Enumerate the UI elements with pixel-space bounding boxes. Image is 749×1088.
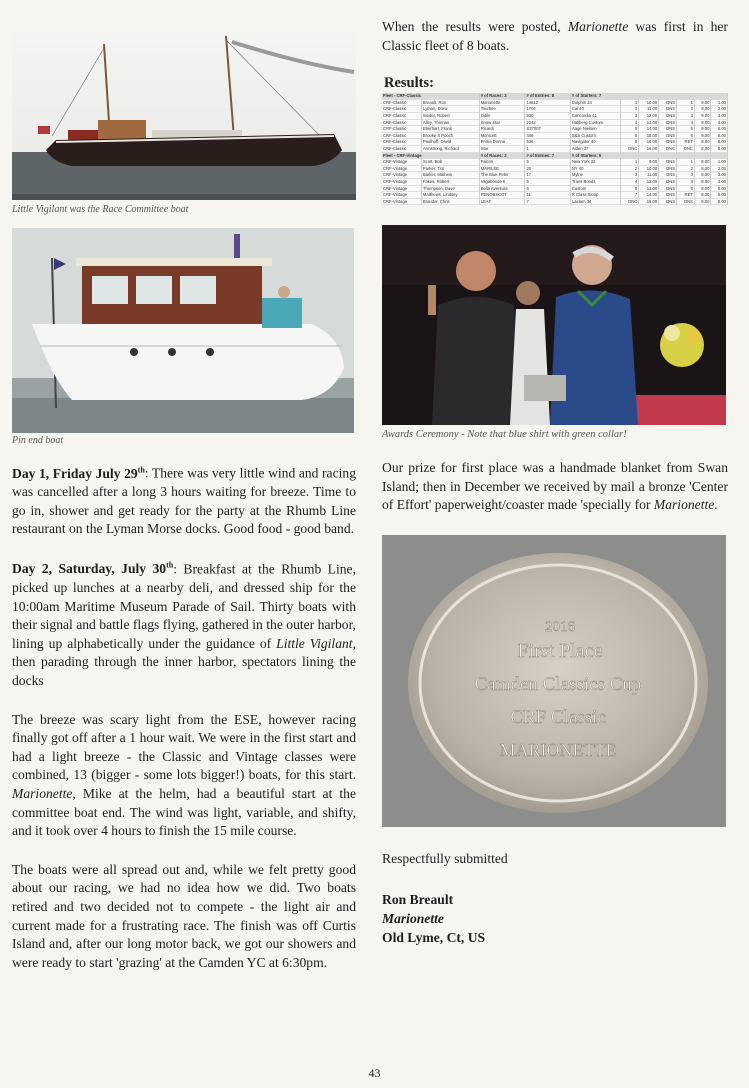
table-cell: Ricardi bbox=[479, 126, 525, 133]
table-cell: Marionette bbox=[479, 99, 525, 106]
table-row bbox=[382, 178, 728, 185]
table-cell: Sieder, Robert bbox=[421, 112, 479, 119]
table-row bbox=[382, 192, 728, 199]
table-cell: Alley, Thomas bbox=[421, 119, 479, 126]
table-cell: Mylne bbox=[570, 172, 621, 179]
table-cell: 11.00 bbox=[639, 106, 659, 113]
left-column bbox=[12, 34, 356, 972]
table-cell: Trans Bonds bbox=[570, 178, 621, 185]
photo-caption: Awards Ceremony - Note that blue shirt with green collar! bbox=[382, 429, 627, 441]
table-cell: Matthews, Lindsey bbox=[421, 192, 479, 199]
table-cell: 1 bbox=[525, 145, 570, 152]
table-cell: 8.00 bbox=[694, 159, 711, 166]
table-cell: 9.00 bbox=[694, 99, 711, 106]
table-cell: Thompson, Dave bbox=[421, 185, 479, 192]
table-cell: 13.00 bbox=[639, 185, 659, 192]
closing-line: Respectfully submitted bbox=[382, 851, 508, 867]
table-cell: S&S Custom bbox=[570, 132, 621, 139]
table-cell: 5.00 bbox=[711, 126, 728, 133]
table-cell: Star bbox=[479, 145, 525, 152]
table-cell: DNS bbox=[659, 106, 677, 113]
table-cell: 5 bbox=[621, 126, 639, 133]
table-cell: 9.00 bbox=[694, 106, 711, 113]
table-cell: Barker, Mathew bbox=[421, 172, 479, 179]
table-cell: CRF-Vintage bbox=[382, 192, 421, 199]
table-cell: 2.00 bbox=[711, 106, 728, 113]
awards-ceremony-photo bbox=[382, 225, 726, 425]
table-cell: PENOBSCOT bbox=[479, 192, 525, 199]
table-cell: 8.00 bbox=[694, 139, 711, 146]
table-cell: CRF-Vintage bbox=[382, 178, 421, 185]
table-cell: 9.00 bbox=[694, 119, 711, 126]
table-cell: DNS bbox=[659, 192, 677, 199]
table-cell: 10.00 bbox=[639, 99, 659, 106]
table-cell: The Blue Peter bbox=[479, 172, 525, 179]
table-cell: DNS bbox=[659, 132, 677, 139]
boat-name: Marionette bbox=[382, 911, 444, 927]
table-cell: Scott, Bob bbox=[421, 159, 479, 166]
table-cell: 16.00 bbox=[639, 145, 659, 152]
table-cell: CRF-Vintage bbox=[382, 172, 421, 179]
coaster-line2: Camden Classics Cup bbox=[474, 674, 642, 696]
table-cell: 2 bbox=[677, 106, 695, 113]
table-row bbox=[382, 185, 728, 192]
table-cell: 8.00 bbox=[694, 165, 711, 172]
fleet-header-cell: # of Starters: 7 bbox=[570, 93, 727, 99]
table-cell: 8.00 bbox=[711, 198, 728, 205]
photo-caption: Pin end boat bbox=[12, 435, 64, 446]
table-cell: DNS bbox=[659, 185, 677, 192]
pin-end-boat-photo bbox=[12, 228, 354, 433]
table-cell: Custom bbox=[570, 185, 621, 192]
table-row bbox=[382, 99, 728, 106]
table-cell: 1 bbox=[621, 99, 639, 106]
table-cell: 4 bbox=[677, 119, 695, 126]
table-cell: 9.00 bbox=[694, 132, 711, 139]
photo-caption: Little Vigilant was the Race Committee boat bbox=[12, 204, 189, 215]
table-cell: 4.00 bbox=[711, 119, 728, 126]
table-cell: CRF-Vintage bbox=[382, 165, 421, 172]
prize-paragraph: Our prize for first place was a handmade blanket from Swan Island; then in December we received by mail a bronze 'Center of Effort' paperweight/coaster made 'specially for Marionette. bbox=[382, 460, 728, 513]
table-cell: 7 bbox=[621, 192, 639, 199]
table-cell: DNS bbox=[659, 126, 677, 133]
table-cell: DNS bbox=[659, 139, 677, 146]
signature-block bbox=[382, 890, 728, 947]
table-cell: 10.00 bbox=[639, 165, 659, 172]
table-cell: Parker, Tim bbox=[421, 165, 479, 172]
table-cell: 1 bbox=[677, 99, 695, 106]
day2-paragraph: Day 2, Saturday, July 30th: Breakfast at the Rhumb Line, picked up lunches at a nearby deli, and dressed ship for the 10:00am Maritime Museum Parade of Sail. Thirty boats with their signal and battle flags flying, gathered in the outer harbor, lining up alphabetically under the guidance of Little Vigilant, then parading through the inner harbor, spectators lining the docks bbox=[12, 560, 356, 688]
table-cell: 8.00 bbox=[694, 198, 711, 205]
table-cell: 8.00 bbox=[711, 139, 728, 146]
table-cell: 5 bbox=[525, 178, 570, 185]
table-cell: 9.00 bbox=[694, 126, 711, 133]
table-cell: CRF-Classic bbox=[382, 132, 421, 139]
table-cell: DNS bbox=[659, 172, 677, 179]
table-cell: 1.00 bbox=[711, 99, 728, 106]
day1-paragraph: Day 1, Friday July 29th: There was very little wind and racing was cancelled after a long 3 hours waiting for breeze. Time to go in, shower and get ready for the party at the Rhumb Line restaurant on the Lyman Morse docks. Good food - good band. bbox=[12, 465, 356, 537]
table-cell: 2.00 bbox=[711, 165, 728, 172]
table-cell: 8.00 bbox=[694, 178, 711, 185]
table-row bbox=[382, 145, 728, 152]
table-cell: Brauder, Chris bbox=[421, 198, 479, 205]
table-cell: DNS bbox=[659, 112, 677, 119]
fleet-header-cell: Fleet - CRF-Classic bbox=[382, 93, 479, 99]
table-row bbox=[382, 132, 728, 139]
table-cell: 16.00 bbox=[639, 139, 659, 146]
table-cell: 8.00 bbox=[694, 145, 711, 152]
table-cell: Snow Star bbox=[479, 119, 525, 126]
table-cell: 8.00 bbox=[694, 192, 711, 199]
table-cell: 5 bbox=[525, 159, 570, 166]
table-cell: 5 bbox=[677, 126, 695, 133]
fleet-header-cell: # of Entries: 7 bbox=[525, 152, 570, 159]
table-cell: 14812 bbox=[525, 99, 570, 106]
table-cell: 8 bbox=[621, 139, 639, 146]
table-cell: 6.00 bbox=[711, 192, 728, 199]
table-cell: 14.00 bbox=[639, 192, 659, 199]
table-cell: 11 bbox=[525, 192, 570, 199]
table-cell: 1 bbox=[621, 159, 639, 166]
table-cell: Concordia 41 bbox=[570, 112, 621, 119]
table-cell: 15.00 bbox=[639, 132, 659, 139]
table-cell: CRF-Vintage bbox=[382, 198, 421, 205]
table-cell: 12.00 bbox=[639, 178, 659, 185]
table-cell: 2 bbox=[621, 165, 639, 172]
table-cell: LEAF bbox=[479, 198, 525, 205]
table-cell: CRF-Vintage bbox=[382, 185, 421, 192]
table-cell: 2 bbox=[677, 165, 695, 172]
table-cell: CRF-Classic bbox=[382, 112, 421, 119]
table-cell: 13.00 bbox=[639, 119, 659, 126]
coaster-line4: MARIONETTE bbox=[499, 740, 617, 761]
table-cell: DNS bbox=[659, 119, 677, 126]
table-cell: NY 40 bbox=[570, 165, 621, 172]
results-intro: When the results were posted, Marionette was first in her Classic fleet of 8 boats. bbox=[382, 19, 728, 53]
table-cell: 930 bbox=[525, 112, 570, 119]
table-cell: CRF-Classic bbox=[382, 119, 421, 126]
table-cell: CRF-Vintage bbox=[382, 159, 421, 166]
table-cell: Lyman, Drew bbox=[421, 106, 479, 113]
table-cell: Monicett bbox=[479, 132, 525, 139]
fleet-header-row bbox=[382, 152, 728, 159]
table-cell: 12.00 bbox=[639, 112, 659, 119]
table-cell: 536 bbox=[525, 139, 570, 146]
table-cell: 8.00 bbox=[694, 185, 711, 192]
table-cell: DNC bbox=[621, 145, 639, 152]
fleet-header-cell: # of Entries: 8 bbox=[525, 93, 570, 99]
table-cell: 3.00 bbox=[711, 172, 728, 179]
coaster-line3: CRF Classic bbox=[510, 707, 606, 729]
table-cell: CRF-Classic bbox=[382, 126, 421, 133]
table-cell: DNS bbox=[677, 198, 695, 205]
table-row bbox=[382, 172, 728, 179]
coaster-line1: First Place bbox=[517, 640, 603, 663]
table-cell: Alden 37 bbox=[570, 145, 621, 152]
table-cell: 3 bbox=[621, 112, 639, 119]
table-row bbox=[382, 159, 728, 166]
table-row bbox=[382, 106, 728, 113]
table-cell: 20 bbox=[525, 165, 570, 172]
race-committee-boat-photo bbox=[12, 34, 356, 200]
page-number: 43 bbox=[368, 1066, 381, 1080]
table-cell: 2 bbox=[621, 106, 639, 113]
table-cell: MARILEE bbox=[479, 165, 525, 172]
fleet-header-cell: # of Starters: 5 bbox=[570, 152, 727, 159]
author-name: Ron Breault bbox=[382, 892, 454, 908]
table-cell: Tourbee bbox=[479, 106, 525, 113]
table-cell: Vagabonde II bbox=[479, 178, 525, 185]
results-heading: Results: bbox=[384, 75, 434, 92]
right-column bbox=[382, 18, 728, 947]
bronze-coaster-photo bbox=[382, 535, 726, 827]
table-cell: DNC bbox=[677, 145, 695, 152]
table-cell: 17 bbox=[525, 172, 570, 179]
table-cell: Prima Donna bbox=[479, 139, 525, 146]
table-row bbox=[382, 139, 728, 146]
table-cell: Armstrong, Richard bbox=[421, 145, 479, 152]
table-row bbox=[382, 119, 728, 126]
table-cell: 6 bbox=[525, 185, 570, 192]
table-cell: Aage Nielsen bbox=[570, 126, 621, 133]
table-cell: 3 bbox=[677, 112, 695, 119]
coaster-year: 2016 bbox=[545, 619, 575, 636]
table-cell: 1 bbox=[677, 159, 695, 166]
table-cell: Laidam 34 bbox=[570, 198, 621, 205]
table-row bbox=[382, 112, 728, 119]
table-cell: 4 bbox=[677, 178, 695, 185]
table-cell: R Class Sloop bbox=[570, 192, 621, 199]
table-cell: DNS bbox=[659, 178, 677, 185]
table-cell: 2242 bbox=[525, 119, 570, 126]
table-cell: S37007 bbox=[525, 126, 570, 133]
table-cell: 3 bbox=[621, 172, 639, 179]
table-cell: 7 bbox=[525, 198, 570, 205]
table-cell: DNS bbox=[659, 159, 677, 166]
table-cell: DNS bbox=[659, 198, 677, 205]
table-cell: Navigator 40 bbox=[570, 139, 621, 146]
finish-paragraph: The boats were all spread out and, while we felt pretty good about our racing, we had no idea how we did. Two boats retired and two decided not to compete - the light air and current made for a frustrating race. The finish was off Curtis Island and, after our long motor back, we got our showers and were ready to start 'grazing' at the Camden YC at 6:30pm. bbox=[12, 861, 356, 970]
table-cell: Odile bbox=[479, 112, 525, 119]
fleet-header-cell: Fleet - CRF-Vintage bbox=[382, 152, 479, 159]
table-cell: Cal 40 bbox=[570, 106, 621, 113]
table-cell: RET bbox=[677, 139, 695, 146]
table-cell: New York 32 bbox=[570, 159, 621, 166]
table-cell: DNS bbox=[659, 99, 677, 106]
table-cell: 9.00 bbox=[639, 159, 659, 166]
table-cell: DNC bbox=[659, 145, 677, 152]
table-cell: 6.00 bbox=[711, 132, 728, 139]
table-cell: Brooke S Pooch bbox=[421, 132, 479, 139]
table-cell: 14.00 bbox=[639, 126, 659, 133]
table-cell: 8.00 bbox=[711, 145, 728, 152]
table-cell: CRF-Classic bbox=[382, 139, 421, 146]
table-cell: 6 bbox=[621, 132, 639, 139]
results-table bbox=[382, 93, 728, 205]
table-row bbox=[382, 165, 728, 172]
table-cell: RET bbox=[677, 192, 695, 199]
table-cell: Fakes, Robert bbox=[421, 178, 479, 185]
table-cell: 3 bbox=[677, 172, 695, 179]
fleet-header-cell: # of Races: 2 bbox=[479, 152, 525, 159]
author-location: Old Lyme, Ct, US bbox=[382, 930, 486, 946]
table-cell: 3.00 bbox=[711, 112, 728, 119]
table-cell: Bella Aventura bbox=[479, 185, 525, 192]
table-cell: 9.00 bbox=[694, 112, 711, 119]
table-cell: 11.00 bbox=[639, 172, 659, 179]
table-cell: 5 bbox=[677, 185, 695, 192]
table-cell: 4 bbox=[621, 119, 639, 126]
table-cell: DNC bbox=[621, 198, 639, 205]
table-cell: 6 bbox=[677, 132, 695, 139]
table-cell: CRF-Classic bbox=[382, 106, 421, 113]
table-row bbox=[382, 198, 728, 205]
table-cell: 15.00 bbox=[639, 198, 659, 205]
table-cell: CRF-Classic bbox=[382, 99, 421, 106]
table-cell: 5 bbox=[621, 185, 639, 192]
table-cell: Falcon bbox=[479, 159, 525, 166]
table-cell: 1704 bbox=[525, 106, 570, 113]
table-cell: Dolphin 24 bbox=[570, 99, 621, 106]
fleet-header-cell: # of Races: 2 bbox=[479, 93, 525, 99]
table-cell: CRF-Classic bbox=[382, 145, 421, 152]
table-row bbox=[382, 126, 728, 133]
table-cell: Breault, Ron bbox=[421, 99, 479, 106]
table-cell: Hallberg Custom bbox=[570, 119, 621, 126]
table-cell: 1.00 bbox=[711, 159, 728, 166]
table-cell: Eberhart, Frank bbox=[421, 126, 479, 133]
table-cell: 4.00 bbox=[711, 178, 728, 185]
table-cell: Paulhoff, David bbox=[421, 139, 479, 146]
race-paragraph: The breeze was scary light from the ESE, however racing finally got off after a 1 hour wait. We were in the first start and had a light breeze - the Classic and Vintage classes were combined, 13 (bigger - some lots bigger!) boats, for this start. Marionette, Mike at the helm, had a beautiful start at the committee boat end. The wind was light, variable, and shifty, and it took over 4 hours to finish the 15 mile course. bbox=[12, 711, 356, 839]
table-cell: 5.00 bbox=[711, 185, 728, 192]
table-cell: 4 bbox=[621, 178, 639, 185]
table-cell: DNS bbox=[659, 165, 677, 172]
table-cell: 8.00 bbox=[694, 172, 711, 179]
table-cell: 446 bbox=[525, 132, 570, 139]
